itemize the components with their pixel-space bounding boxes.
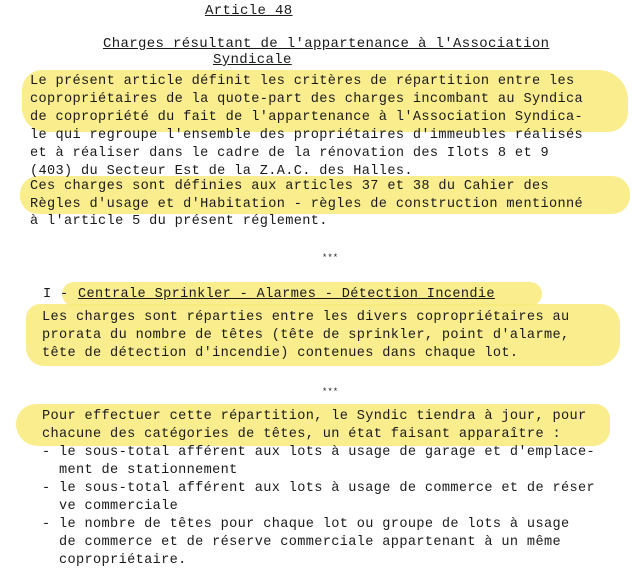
section-I-line: Les charges sont réparties entre les divers copropriétaires au [42, 310, 570, 325]
intro-line: (403) du Secteur Est de la Z.A.C. des Halles. [30, 164, 413, 179]
section-I-line: tête de détection d'incendie) contenues dans chaque lot. [42, 346, 519, 361]
separator-2: *** [322, 387, 339, 397]
second-line: Règles d'usage et d'Habitation - règles de construction mentionné [30, 197, 583, 212]
intro-line: le qui regroupe l'ensemble des propriétaires d'immeubles réalisés [30, 128, 583, 143]
intro-line: Le présent article définit les critères de répartition entre les [30, 74, 575, 89]
separator-1: *** [322, 253, 339, 263]
bullet-line: ve commerciale [42, 499, 179, 514]
section-I-line: prorata du nombre de têtes (tête de sprinkler, point d'alarme, [42, 328, 570, 343]
bullet-line: copropriétaire. [42, 553, 187, 568]
bullet-line: - le nombre de têtes pour chaque lot ou groupe de lots à usage [42, 517, 570, 532]
heading-line-1: Charges résultant de l'appartenance à l'Association [103, 36, 550, 52]
bullet-line: - le sous-total afférent aux lots à usage de garage et d'emplace- [42, 445, 595, 460]
intro-line: et à réaliser dans le cadre de la rénovation des Ilots 8 et 9 [30, 146, 549, 161]
repartition-line: Pour effectuer cette répartition, le Syndic tiendra à jour, pour [42, 409, 587, 424]
intro-line: copropriétaires de la quote-part des charges incombant au Syndica [30, 92, 583, 107]
bullet-line: de commerce et de réserve commerciale appartenant à un même [42, 535, 561, 550]
bullet-line: - le sous-total afférent aux lots à usage de commerce et de réser [42, 481, 595, 496]
heading-line-2: Syndicale [213, 52, 292, 68]
bullet-line: ment de stationnement [42, 463, 238, 478]
second-line: Ces charges sont définies aux articles 37 et 38 du Cahier des [30, 179, 549, 194]
repartition-line: chacune des catégories de têtes, un état faisant apparaître : [42, 427, 561, 442]
article-title: Article 48 [205, 3, 293, 19]
section-I-number: I - [43, 287, 78, 302]
section-I-title: Centrale Sprinkler - Alarmes - Détection Incendie [78, 287, 495, 302]
second-line: à l'article 5 du présent réglement. [30, 214, 328, 229]
intro-line: de copropriété du fait de l'appartenance à l'Association Syndica- [30, 110, 583, 125]
